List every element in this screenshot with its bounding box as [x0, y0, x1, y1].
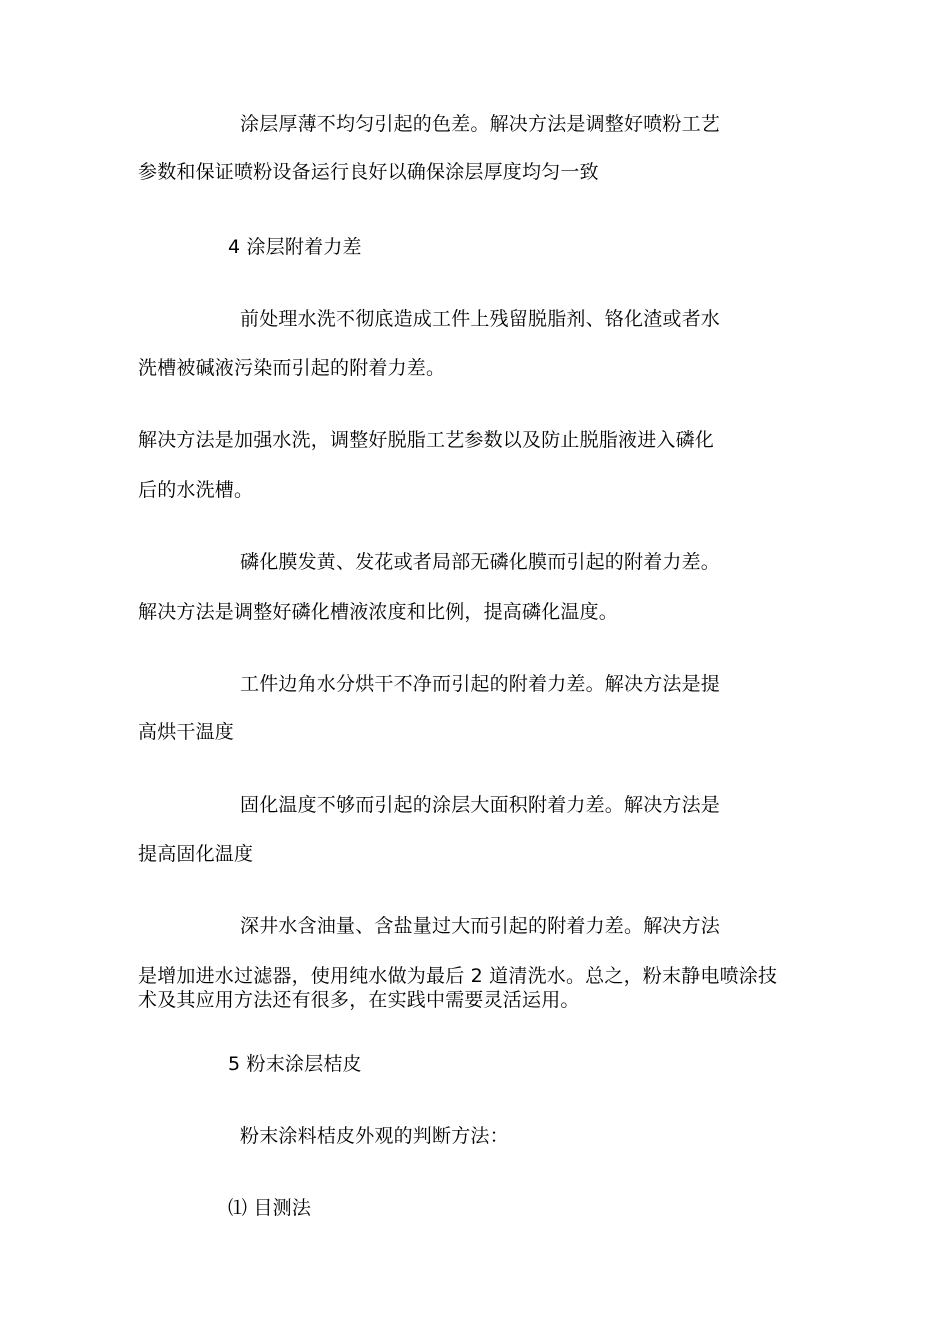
list-item: ⑴ 目测法	[228, 1197, 312, 1219]
section-heading: 5 粉末涂层桔皮	[228, 1053, 362, 1075]
paragraph-line: 是增加进水过滤器，使用纯水做为最后 2 道清洗水。总之，粉末静电喷涂技	[138, 965, 778, 987]
paragraph-line: 参数和保证喷粉设备运行良好以确保涂层厚度均匀一致	[138, 161, 599, 183]
paragraph-line: 工件边角水分烘干不净而引起的附着力差。解决方法是提	[240, 673, 721, 695]
paragraph-line: 解决方法是调整好磷化槽液浓度和比例，提高磷化温度。	[138, 601, 619, 623]
section-heading: 4 涂层附着力差	[228, 236, 362, 258]
paragraph-line: 涂层厚薄不均匀引起的色差。解决方法是调整好喷粉工艺	[240, 113, 721, 135]
paragraph-line: 前处理水洗不彻底造成工件上残留脱脂剂、铬化渣或者水	[240, 308, 721, 330]
paragraph-line: 深井水含油量、含盐量过大而引起的附着力差。解决方法	[240, 915, 721, 937]
paragraph-line: 磷化膜发黄、发花或者局部无磷化膜而引起的附着力差。	[240, 551, 721, 573]
paragraph-line: 高烘干温度	[138, 721, 235, 743]
paragraph-line: 粉末涂料桔皮外观的判断方法：	[240, 1125, 509, 1147]
paragraph-line: 术及其应用方法还有很多，在实践中需要灵活运用。	[138, 989, 580, 1011]
paragraph-line: 固化温度不够而引起的涂层大面积附着力差。解决方法是	[240, 794, 721, 816]
paragraph-line: 洗槽被碱液污染而引起的附着力差。	[138, 357, 446, 379]
paragraph-line: 后的水洗槽。	[138, 479, 254, 501]
paragraph-line: 提高固化温度	[138, 843, 254, 865]
paragraph-line: 解决方法是加强水洗，调整好脱脂工艺参数以及防止脱脂液进入磷化	[138, 429, 715, 451]
